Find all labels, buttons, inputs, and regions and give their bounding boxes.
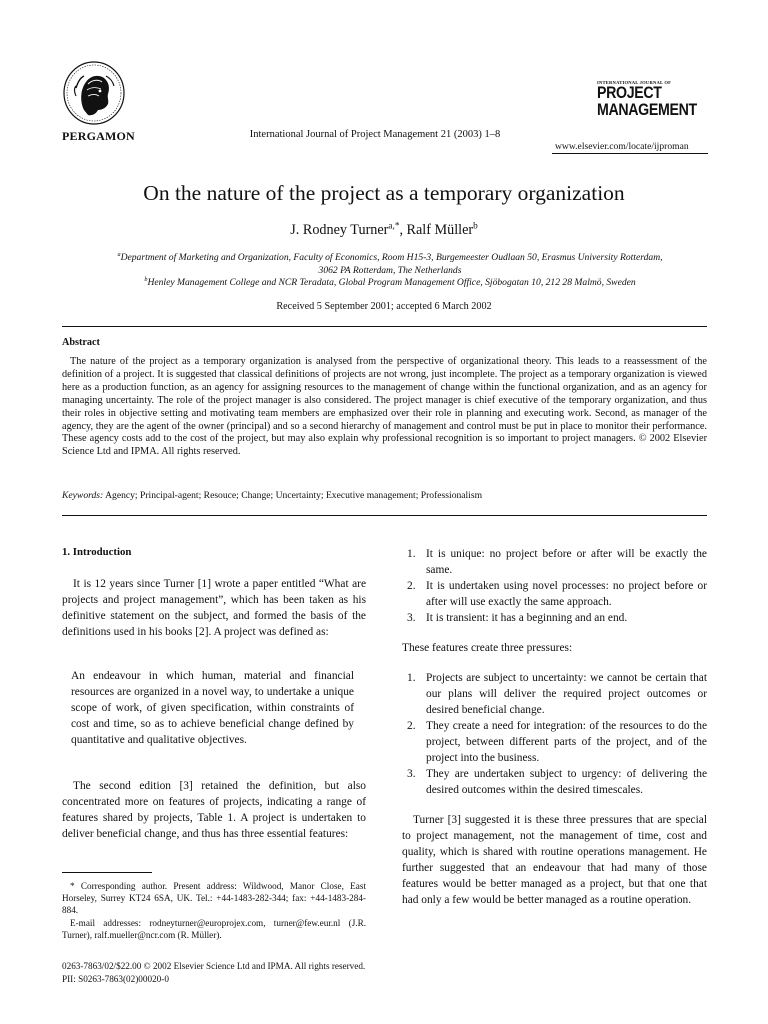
author-2-affiliation-mark: b (473, 220, 478, 231)
list-number: 3. (407, 768, 416, 780)
abstract-top-rule (62, 326, 707, 327)
list-item (402, 670, 707, 718)
journal-masthead (597, 80, 707, 119)
author-2: , Ralf Müller (399, 222, 474, 238)
affiliation-a: Department of Marketing and Organization, Faculty of Economics, Room H15-3, Burgemeester Oudlaan 50, Erasmus University Rotterdam, (120, 252, 663, 263)
list-item-text: They create a need for integration: of the resources to do the project, between different parts of the project, and of the project into the business. (426, 720, 707, 764)
right-column (402, 546, 707, 908)
journal-url-link[interactable]: www.elsevier.com/locate/ijproman (555, 141, 689, 152)
keywords-line (62, 490, 707, 501)
list-number: 2. (407, 580, 416, 592)
list-number: 1. (407, 548, 416, 560)
author-1: J. Rodney Turner (290, 222, 389, 238)
affiliation-a-mark: a (117, 250, 121, 258)
footnotes (62, 880, 366, 941)
list-item-text: It is transient: it has a beginning and an end. (426, 612, 628, 624)
author-1-affiliation-mark: a,* (388, 220, 400, 231)
corresponding-author-note: * Corresponding author. Present address: Wildwood, Manor Close, East Horseley, Surrey KT24 6SA, UK. Tel.: +44-1483-282-344; fax: +44-1483-284-884. (62, 881, 366, 916)
abstract-text: The nature of the project as a temporary organization is analysed from the perspective of organizational theory. This leads to a reassessment of the definition of a project. It is suggested that classical definitions of projects are not wrong, just incomplete. The project as a temporary organization is viewed here as a production function, as an agency for assigning resources to the management of change within the functional organization, and as an agency for managing uncertainty. The role of the project manager is also considered. The project manager is chief executive of the temporary organization, and thus their roles in objective setting and motivating team members are emphasized over their role in planning and executing work. Second, as manager of the agency, they are the agent of the owner (principal) and so a second hierarchy of management and control must be put in place to monitor their performance. These agency costs add to the cost of the project, but may also explain why professional recognition is so important to project managers. © 2002 Elsevier Science Ltd and IPMA. All rights reserved. (62, 356, 707, 458)
list-item (402, 546, 707, 578)
masthead-small-line: INTERNATIONAL JOURNAL OF (597, 80, 672, 85)
features-list (402, 546, 707, 626)
header-divider (552, 153, 708, 154)
definition-quote: An endeavour in which human, material and financial resources are organized in a novel way, to undertake a unique scope of work, of given specification, within constraints of cost and time, so as to achieve beneficial change defined by quantitative and qualitative objectives. (71, 670, 354, 746)
publisher-logo (62, 60, 126, 126)
keywords-label: Keywords: (62, 490, 104, 501)
article-title: On the nature of the project as a temporary organization (143, 181, 625, 205)
pressures-intro: These features create three pressures: (402, 642, 573, 654)
pressures-list (402, 670, 707, 798)
article-authors (0, 222, 768, 239)
received-dates: Received 5 September 2001; accepted 6 March 2002 (276, 301, 492, 312)
intro-paragraph-2-text: The second edition [3] retained the definition, but also concentrated more on features of projects, indicating a range of features shared by projects, Table 1. A project is undertaken to deliver beneficial change, and thus has three essential features: (62, 780, 366, 840)
list-item (402, 766, 707, 798)
pressures-discussion: Turner [3] suggested it is these three pressures that are special to project management, not the management of time, cost and quality, which is shared with routine operations management. He further suggested that an endeavour that had many of those features would be better managed as a project, but that one that had only a few would be better managed as a routine operation. (402, 814, 707, 906)
footnote-rule (62, 872, 152, 873)
list-item-text: It is unique: no project before or after will be exactly the same. (426, 548, 707, 576)
list-item (402, 610, 707, 626)
affiliation-b: Henley Management College and NCR Teradata, Global Program Management Office, Sjöbogatan 10, 212 28 Malmö, Sweden (147, 277, 636, 289)
intro-paragraph-2 (62, 778, 366, 842)
publisher-name: PERGAMON (62, 129, 135, 143)
list-number: 3. (407, 612, 416, 624)
list-item (402, 718, 707, 766)
keywords-list: Agency; Principal-agent; Resouce; Change; Uncertainty; Executive management; Professionalism (105, 490, 483, 501)
issn-copyright: 0263-7863/02/$22.00 © 2002 Elsevier Science Ltd and IPMA. All rights reserved. (62, 961, 366, 971)
list-item (402, 578, 707, 610)
abstract-bottom-rule (62, 515, 707, 516)
list-item-text: Projects are subject to uncertainty: we cannot be certain that our plans will deliver the required project outcomes or desired beneficial change. (426, 672, 707, 716)
journal-reference: International Journal of Project Management 21 (2003) 1–8 (249, 129, 501, 140)
affiliation-a-line-2: 3062 PA Rotterdam, The Netherlands (318, 264, 462, 276)
abstract-heading: Abstract (62, 337, 100, 348)
affiliation-b-mark: b (144, 276, 148, 283)
pii-code: PII: S0263-7863(02)00020-0 (62, 973, 169, 984)
section-heading: 1. Introduction (62, 546, 132, 558)
list-item-text: It is undertaken using novel processes: no project before or after will use exactly the same approach. (426, 580, 707, 608)
copyright-block (62, 960, 365, 985)
email-addresses-note: E-mail addresses: rodneyturner@europrojex.com, turner@few.eur.nl (J.R. Turner), ralf.mueller@ncr.com (R. Müller). (62, 917, 366, 940)
intro-paragraph-1-text: It is 12 years since Turner [1] wrote a paper entitled “What are projects and project management”, which has been taken as his definitive statement on the subject, and formed the basis of the definitions used in his books [2]. A project was defined as: (62, 578, 366, 638)
list-number: 2. (407, 720, 416, 732)
affiliations (70, 252, 710, 290)
intro-paragraph-1 (62, 576, 366, 640)
masthead-line-2: MANAGEMENT (597, 101, 697, 119)
list-number: 1. (407, 672, 416, 684)
list-item-text: They are undertaken subject to urgency: of delivering the desired outcomes within the desired timescales. (426, 768, 707, 796)
masthead-line-1: PROJECT (597, 84, 662, 102)
